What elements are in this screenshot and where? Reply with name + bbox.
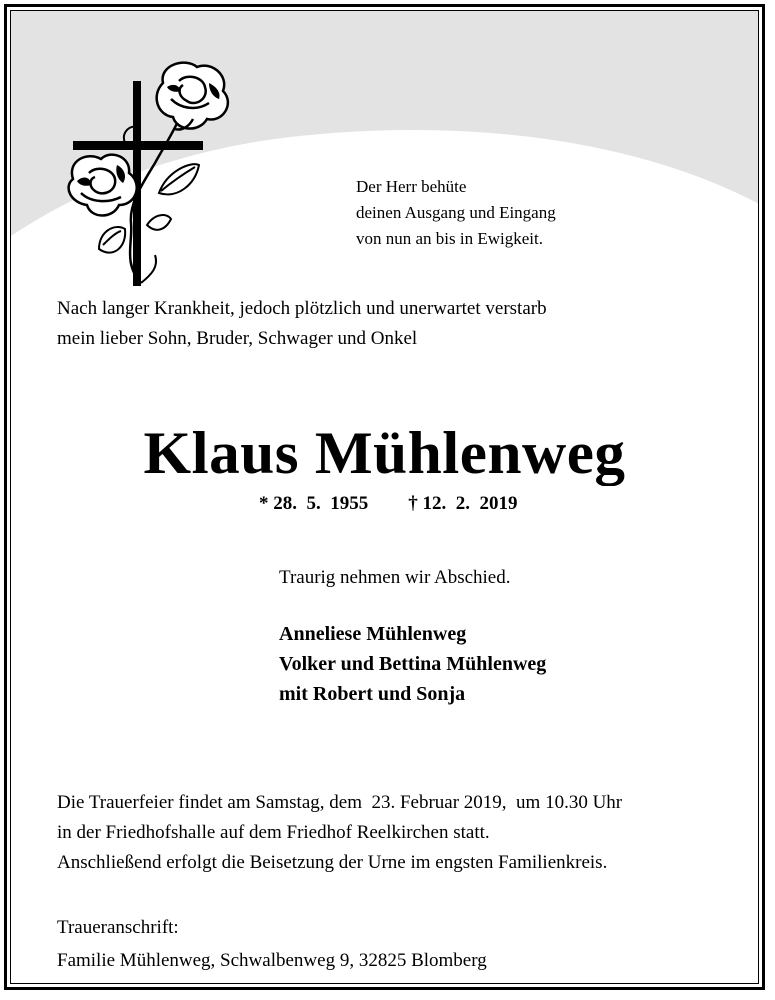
- mourners-list: [279, 619, 546, 709]
- notice-inner-border: [10, 10, 759, 984]
- death-date: † 12. 2. 2019: [408, 493, 518, 514]
- psalm-line: deinen Ausgang und Eingang: [356, 203, 556, 222]
- deceased-name: Klaus Mühlenweg: [143, 420, 626, 486]
- psalm-line: von nun an bis in Ewigkeit.: [356, 229, 543, 248]
- psalm-line: Der Herr behüte: [356, 177, 467, 196]
- intro-line: mein lieber Sohn, Bruder, Schwager und Onkel: [57, 328, 418, 349]
- intro-line: Nach langer Krankheit, jedoch plötzlich und unerwartet verstarb: [57, 298, 547, 319]
- ceremony-info: [57, 788, 622, 878]
- ceremony-line: in der Friedhofshalle auf dem Friedhof Reelkirchen statt.: [57, 822, 490, 843]
- ceremony-line: Anschließend erfolgt die Beisetzung der Urne im engsten Familienkreis.: [57, 852, 608, 873]
- notice-frame: [4, 4, 765, 990]
- farewell-text: Traurig nehmen wir Abschied.: [279, 567, 511, 588]
- mourning-address: [57, 911, 487, 977]
- mourner-line: mit Robert und Sonja: [279, 683, 466, 705]
- cross-with-roses-icon: [63, 53, 243, 293]
- ceremony-line: Die Trauerfeier findet am Samstag, dem 23. Februar 2019, um 10.30 Uhr: [57, 792, 623, 813]
- life-dates: [259, 493, 518, 515]
- mourner-line: Volker und Bettina Mühlenweg: [279, 653, 547, 675]
- psalm-verse: [356, 174, 556, 252]
- mourner-line: Anneliese Mühlenweg: [279, 623, 467, 645]
- intro-text: [57, 294, 547, 354]
- address-line: Familie Mühlenweg, Schwalbenweg 9, 32825 Blomberg: [57, 950, 487, 971]
- birth-date: * 28. 5. 1955: [259, 493, 369, 514]
- address-label: Traueranschrift:: [57, 917, 179, 938]
